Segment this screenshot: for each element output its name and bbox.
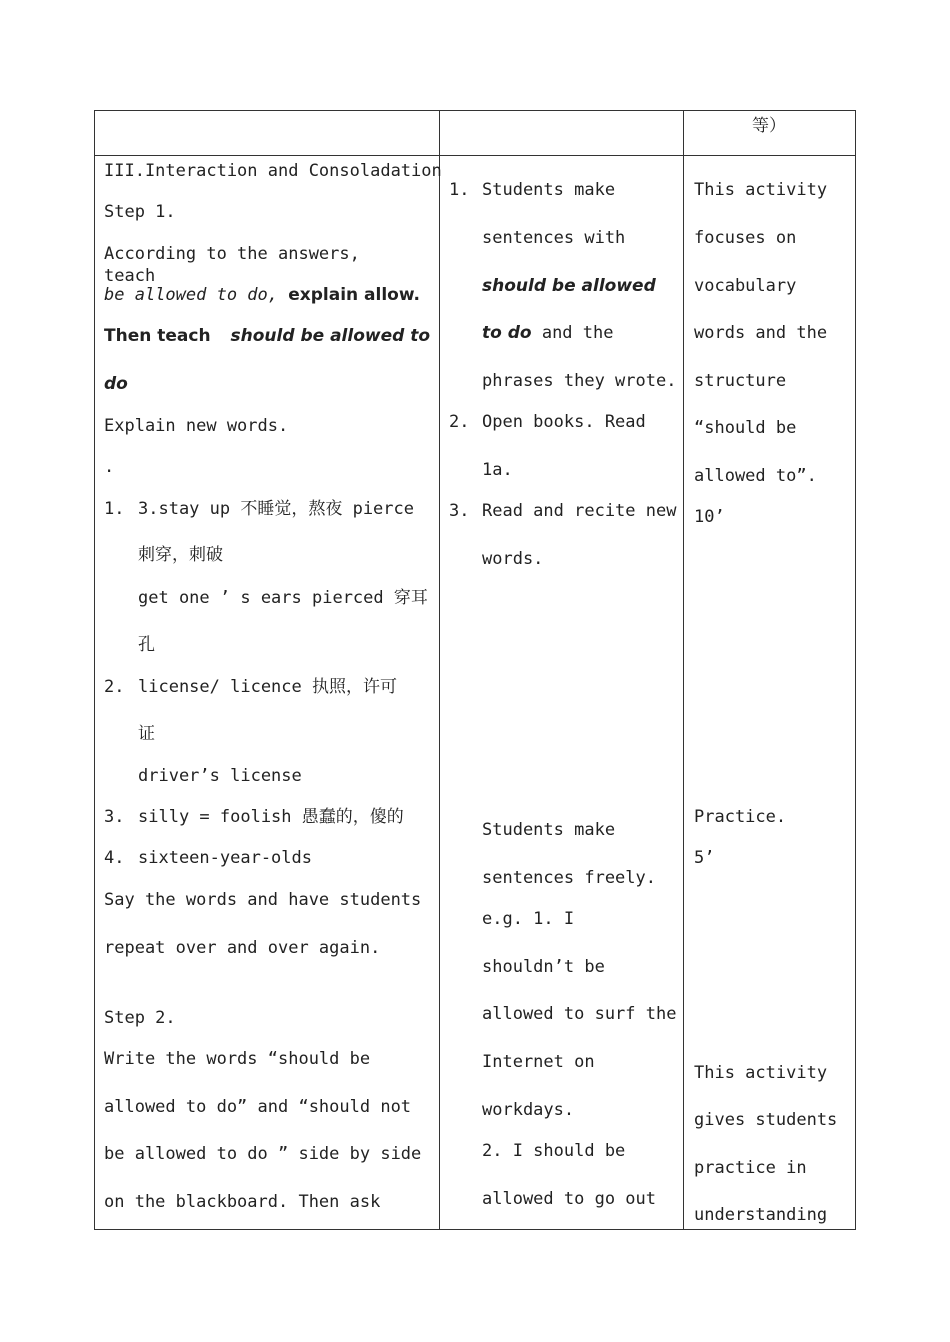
phrase-bold: Then teach [104,326,211,346]
text-line: practice in [694,1158,807,1178]
phrase-bold: explain allow. [288,285,420,305]
text-line: Practice. [694,807,787,827]
text-line: phrases they wrote. [482,371,677,391]
text-line: shouldn’t be [482,957,605,977]
text-line: be allowed to do ” side by side [104,1144,422,1164]
list-item: silly = foolish 愚蠢的，傻的 [138,807,404,827]
phrase-bold-italic: to do [482,323,532,343]
text-line: . [104,457,115,477]
column-divider [439,111,440,1229]
text-line: This activity [694,180,828,200]
text-line: Open books. Read [482,412,646,432]
text-line: understanding [694,1205,828,1225]
text-line: workdays. [482,1100,575,1120]
text-line: 1a. [482,460,513,480]
text-line: e.g. 1. I [482,909,575,929]
list-item: 证 [138,724,155,744]
text-line [104,325,430,347]
list-number: 1. [449,180,470,200]
text-line: words. [482,549,544,569]
list-number: 2. [449,412,470,432]
text-line: According to the answers, teach [104,244,360,286]
list-item: 孔 [138,635,155,655]
row-divider [95,155,855,156]
step2-heading: Step 2. [104,1008,176,1028]
text-line: Students make [482,180,616,200]
list-item: get one ’ s ears pierced 穿耳 [138,588,428,608]
list-number: 3. [449,501,470,521]
text-line: Internet on [482,1052,595,1072]
text-line: 2. I should be [482,1141,626,1161]
list-item: driver’s license [138,766,302,786]
text-line: should be allowed [482,276,656,296]
text-line: “should be [694,418,797,438]
text-line: Say the words and have students [104,890,422,910]
phrase-bold-italic: should be allowed to [230,326,430,346]
text-line: Read and recite new [482,501,677,521]
list-item: 3.stay up 不睡觉，熬夜 pierce [138,499,414,519]
text-line: repeat over and over again. [104,938,381,958]
text-line: allowed to surf the [482,1004,677,1024]
list-item: sixteen-year-olds [138,848,312,868]
list-item: 刺穿，刺破 [138,545,223,565]
text-line: Students make [482,820,616,840]
step1-heading: Step 1. [104,202,176,222]
list-item: license/ licence 执照，许可 [138,677,397,697]
text-line: to do and the [482,323,614,343]
list-number: 4. [104,848,125,868]
text-line: structure [694,371,787,391]
list-number: 1. [104,499,125,519]
text-line: do [104,374,128,394]
text-line: on the blackboard. Then ask [104,1192,381,1212]
list-number: 3. [104,807,125,827]
list-number: 2. [104,677,125,697]
section-title: III.Interaction and Consoladation [104,161,442,181]
text-line: This activity [694,1063,828,1083]
column-divider [683,111,684,1229]
text-line: allowed to go out [482,1189,656,1209]
text-line: focuses on [694,228,797,248]
text-line: sentences freely. [482,868,656,888]
text-line: Explain new words. [104,416,289,436]
text-line [104,284,420,306]
text-line: allowed to do” and “should not [104,1097,412,1117]
time-label: 5’ [694,848,715,868]
text-line: sentences with [482,228,626,248]
text-line: Write the words “should be [104,1049,371,1069]
header-col3-text: 等） [752,116,786,136]
text-line: gives students [694,1110,838,1130]
text-line: allowed to”. [694,466,817,486]
text-line: words and the [694,323,828,343]
phrase-italic: be allowed to do, [104,285,278,305]
time-label: 10’ [694,507,725,527]
text-line: vocabulary [694,276,797,296]
